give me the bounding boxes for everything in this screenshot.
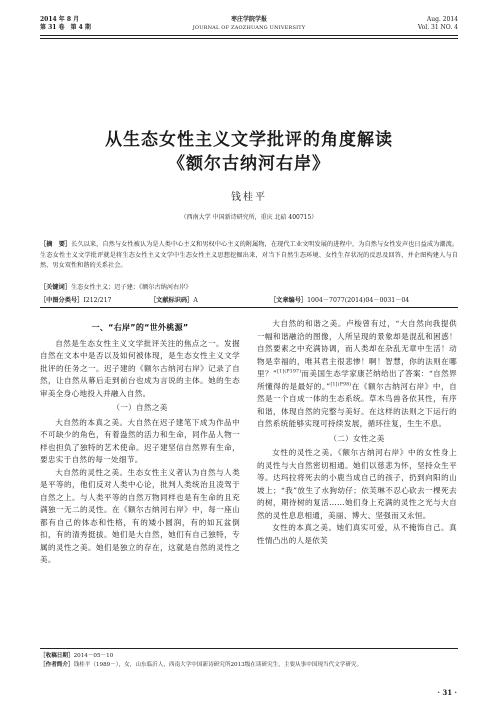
author-name: 钱桂平 bbox=[231, 192, 267, 203]
section-heading-1: 一、“右岸”的“世外桃源” bbox=[91, 323, 189, 332]
header-rule-thin bbox=[40, 38, 458, 39]
clc-value: I212/217 bbox=[83, 297, 112, 304]
clc-code bbox=[40, 296, 111, 306]
citation: [1](P197) bbox=[277, 369, 302, 375]
footnote-rule bbox=[40, 648, 458, 649]
paragraph: 女性的灵性之美。《额尔古纳河右岸》中的女性身上的灵性与大自然密切相通。她们以慈悲为怀，坚持众生平等。达玛拉将死去的小鹿当成自己的孩子，扔到向阳的山坡上；“我”放生了水狗幼仔；依芙琳不忍心砍去一棵死去的树，期待树的复活……她们身上充满的灵性之光与大自然的灵性息息相通，美丽、博大、坚强而又永恒。 bbox=[257, 448, 457, 520]
paragraph: 自然是生态女性主义文学批评关注的焦点之一。发掘自然在文本中是否以及如何被体现，是生态女性主义文学批评的任务之一。迟子建的《额尔古纳河右岸》记录了自然，让自然从幕后走到前台也成为言说的主体。她的生态审美全身心地投入并融入自然。 bbox=[40, 338, 240, 398]
abstract-label: ［摘 要］ bbox=[40, 241, 72, 248]
abstract bbox=[40, 240, 458, 272]
title-line-1: 从生态女性主义文学批评的角度解读 bbox=[105, 130, 393, 150]
citation: [1](P98) bbox=[330, 381, 352, 387]
keywords-label: ［关键词］ bbox=[40, 284, 71, 291]
subsection-heading-nature: （一）自然之美 bbox=[112, 403, 168, 412]
received-value: 2014－05－10 bbox=[73, 653, 114, 659]
article-number bbox=[270, 296, 409, 306]
article-number-label: ［文章编号］ bbox=[270, 297, 308, 304]
abstract-text: 长久以来，自然与女性被认为是人类中心主义和男权中心主义的附属物，在现代工业文明发展的进程中，为自然与女性发声也日益成为潮流。生态女性主义文学批评就是将生态女性主义文学中生态女性主义思想挖掘出来，对当下自然生态环境、女性生存状况的反思及回答，并企图构建人与自然、男女双性和谐的关系社会。 bbox=[40, 241, 459, 269]
journal-name-cn: 枣庄学院学报 bbox=[230, 16, 267, 23]
received-date bbox=[40, 652, 458, 661]
journal-name-en: JOURNAL OF ZAOZHUANG UNIVERSITY bbox=[192, 25, 306, 31]
footnote bbox=[40, 652, 458, 670]
paragraph: 大自然的灵性之美。生态女性主义者认为自然与人类是平等的，他们反对人类中心论，批判人类统治且凌驾于自然之上。与人类平等的自然万物同样也是有生命的且充满独一无二的灵性。在《额尔古纳河右岸》中，每一座山都有自己的体态和性格，有的矮小圆润，有的如瓦盆倒扣，有的清秀挺拔。她们是大自然，她们有自己独特，专属的灵性之美。她们是独立的存在，这就是自然的灵性之美。 bbox=[40, 467, 240, 564]
volume-number-en: Vol. 31 NO. 4 bbox=[417, 24, 458, 31]
doc-label: ［文献标识码］ bbox=[150, 297, 194, 304]
article-number-value: 1004－7077(2014)04－0031－04 bbox=[307, 297, 410, 304]
keywords-text: 生态女性主义；迟子建；《额尔古纳河右岸》 bbox=[70, 284, 192, 291]
volume-number: 第 31 卷 第 4 期 bbox=[40, 24, 91, 31]
left-column bbox=[40, 318, 240, 567]
subsection-heading-women: （二）女性之美 bbox=[329, 433, 385, 443]
issue-date-volume-en bbox=[418, 16, 458, 32]
header-rule bbox=[40, 35, 458, 36]
keywords bbox=[40, 283, 458, 293]
issue-date: 2014 年 8 月 bbox=[40, 16, 80, 23]
paragraph-text: 而美国生态学家康芒纳给出了答案：“自然界所懂得的是最好的。” bbox=[257, 369, 457, 391]
paragraph-text: 大自然的和谐之美。卢梭曾有过，“大自然向我提供一幅和谐融洽的图像，人所呈现的景象却是混乱和困惑！自然要素之中充满协调，而人类却在杂乱无章中生活！动物是幸福的，唯其君主很悲惨！啊！智慧，你的法则在哪里？” bbox=[257, 319, 457, 378]
article-title bbox=[40, 128, 458, 176]
author-affiliation: （西南大学 中国新诗研究所，重庆 北碚 400715） bbox=[180, 214, 318, 221]
abstract-rule bbox=[40, 307, 458, 308]
journal-name bbox=[40, 16, 458, 32]
doc-value: A bbox=[193, 297, 198, 304]
paragraph: 女性的本真之美。她们真实可爱，从不掩饰自己。真性情凸出的人是依芙 bbox=[257, 523, 457, 545]
page-number: · 31 · bbox=[437, 688, 457, 697]
author-bio bbox=[40, 661, 458, 670]
doc-code bbox=[150, 296, 198, 306]
right-column bbox=[257, 318, 457, 547]
title-line-2: 《额尔古纳河右岸》 bbox=[168, 154, 330, 174]
issue-date-en: Aug. 2014 bbox=[426, 16, 458, 23]
clc-label: ［中图分类号］ bbox=[40, 297, 84, 304]
paragraph: 大自然的本真之美。大自然在迟子建笔下成为作品中不可缺少的角色，有着盎然的活力和生命，同作品人物一样也担负了独特的艺术使命。迟子建坚信自然界有生命，要忠实于自然的每一处细节。 bbox=[40, 417, 240, 464]
paragraph bbox=[257, 318, 457, 431]
author-bio-text: 钱桂平（1989－），女，山东临沂人，西南大学中国新诗研究所2013级在读研究生，主要从事中国现当代文学研究。 bbox=[73, 662, 363, 668]
author-bio-label: ［作者简介］ bbox=[40, 662, 74, 668]
paragraph-text: 在《额尔古纳河右岸》中，自然是一个自成一体的生态系统。草木鸟兽各依其性，有序和谐，体现自然的完整与美好。在这样的法则之下运行的自然系统能够实现可持续发展，循环往复，生生不息。 bbox=[257, 381, 457, 428]
received-label: ［收稿日期］ bbox=[40, 653, 74, 659]
